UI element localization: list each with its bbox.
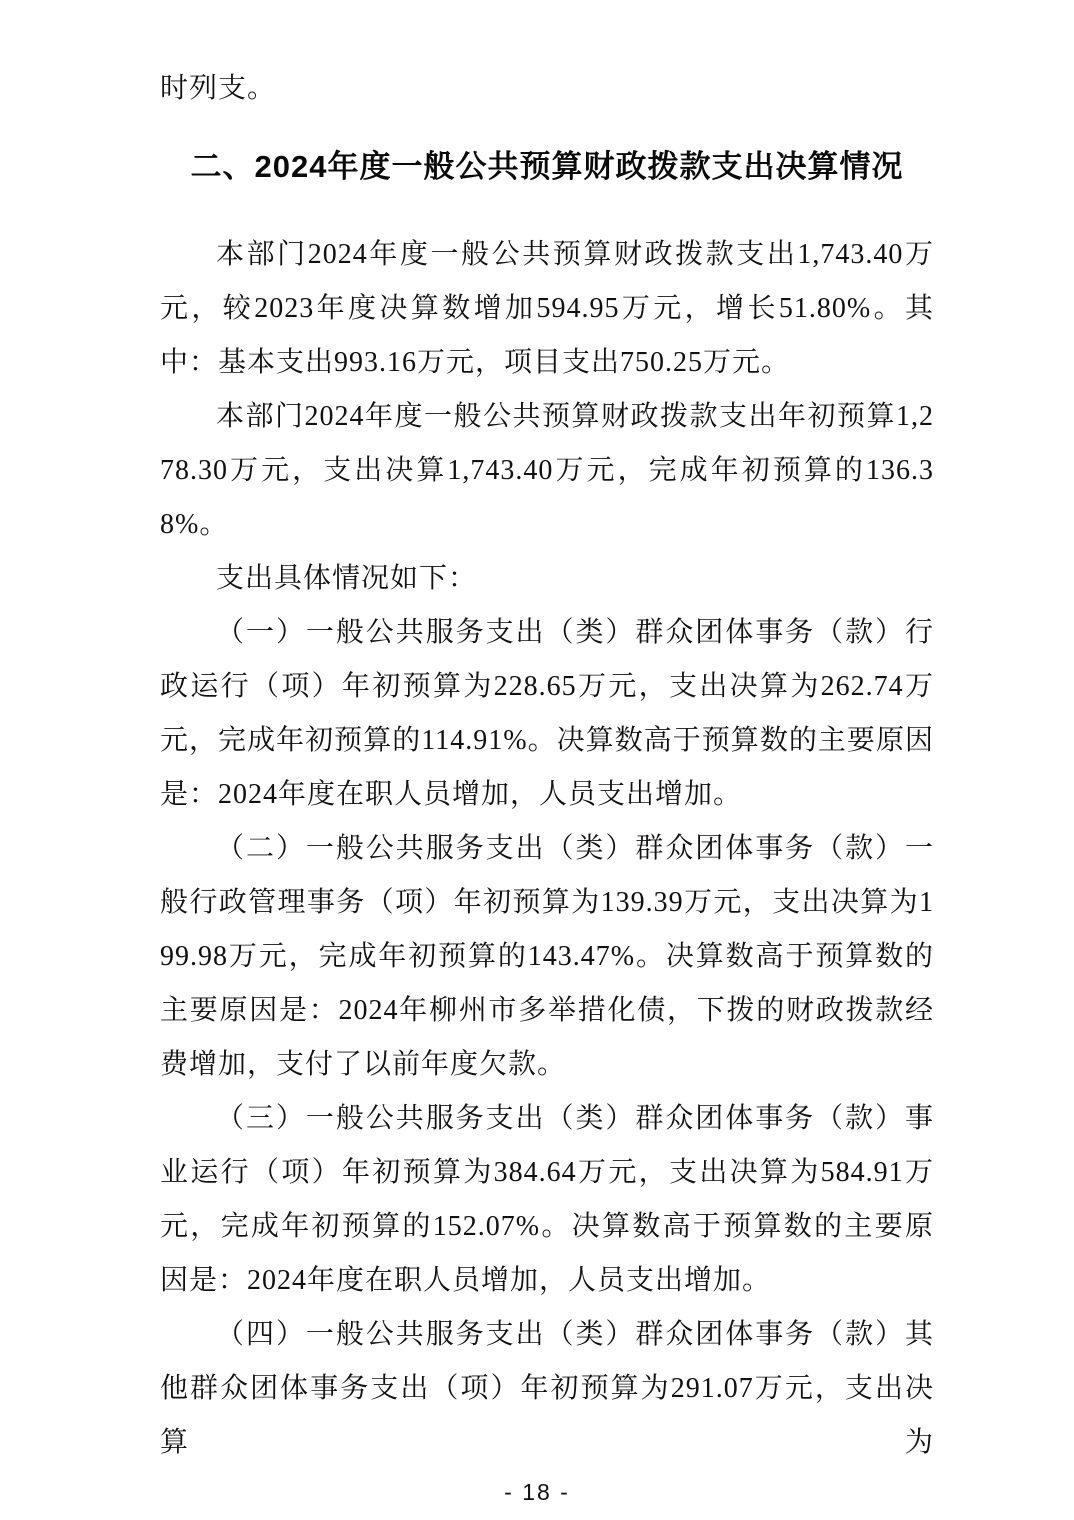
- carryover-paragraph-fragment: 时列支。: [160, 73, 277, 104]
- paragraph-item-1-administrative-operation: （一）一般公共服务支出（类）群众团体事务（款）行政运行（项）年初预算为228.65万元，支出决算为262.74万元，完成年初预算的114.91%。决算数高于预算数的主要原因是：2024年度在职人员增加，人员支出增加。: [160, 617, 934, 810]
- paragraph-item-3-institution-operation: （三）一般公共服务支出（类）群众团体事务（款）事业运行（项）年初预算为384.64万元，支出决算为584.91万元，完成年初预算的152.07%。决算数高于预算数的主要原因是：2024年度在职人员增加，人员支出增加。: [160, 1103, 934, 1296]
- page-number: - 18 -: [504, 1479, 570, 1505]
- paragraph-budget-vs-final: 本部门2024年度一般公共预算财政拨款支出年初预算1,278.30万元，支出决算1,743.40万元，完成年初预算的136.38%。: [160, 401, 934, 540]
- paragraph-total-expenditure: 本部门2024年度一般公共预算财政拨款支出1,743.40万元，较2023年度决算数增加594.95万元，增长51.80%。其中：基本支出993.16万元，项目支出750.25万元。: [160, 239, 934, 378]
- paragraph-item-2-general-admin-affairs: （二）一般公共服务支出（类）群众团体事务（款）一般行政管理事务（项）年初预算为139.39万元，支出决算为199.98万元，完成年初预算的143.47%。决算数高于预算数的主要原因是：2024年柳州市多举措化债，下拨的财政拨款经费增加，支付了以前年度欠款。: [160, 833, 934, 1080]
- section-heading: 二、2024年度一般公共预算财政拨款支出决算情况: [190, 149, 904, 184]
- paragraph-item-4-other-mass-organization: （四）一般公共服务支出（类）群众团体事务（款）其他群众团体事务支出（项）年初预算为291.07万元，支出决算为: [160, 1319, 934, 1458]
- paragraph-details-intro: 支出具体情况如下：: [216, 563, 478, 594]
